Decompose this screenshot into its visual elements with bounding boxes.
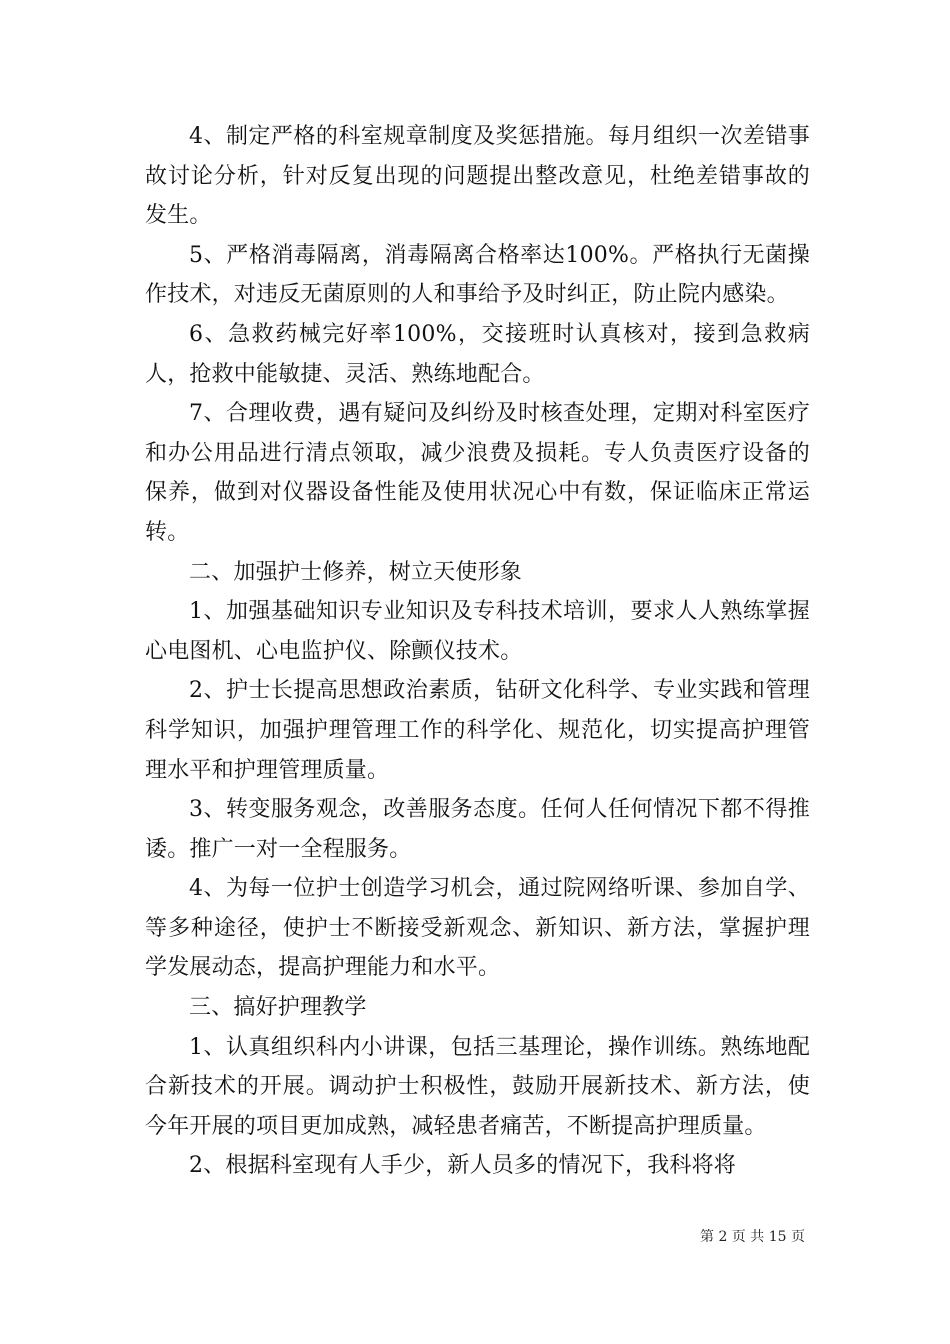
paragraph-section2-item-2: 2、护士长提高思想政治素质，钻研文化科学、专业实践和管理科学知识，加强护理管理工作的科学化、规范化，切实提高护理管理水平和护理管理质量。 <box>145 678 810 783</box>
section-heading-3: 三、搞好护理教学 <box>189 995 367 1021</box>
paragraph-section3-item-1: 1、认真组织科内小讲课，包括三基理论，操作训练。熟练地配合新技术的开展。调动护士积极性，鼓励开展新技术、新方法，使今年开展的项目更加成熟，减轻患者痛苦，不断提高护理质量。 <box>145 1034 810 1139</box>
section-heading-2: 二、加强护士修养，树立天使形象 <box>189 559 523 585</box>
paragraph-rule-4: 4、制定严格的科室规章制度及奖惩措施。每月组织一次差错事故讨论分析，针对反复出现的问题提出整改意见，杜绝差错事故的发生。 <box>145 124 810 229</box>
paragraph-rule-7: 7、合理收费，遇有疑问及纠纷及时核查处理，定期对科室医疗和办公用品进行清点领取，减少浪费及损耗。专人负责医疗设备的保养，做到对仪器设备性能及使用状况心中有数，保证临床正常运转。 <box>145 401 810 545</box>
paragraph-section2-item-4: 4、为每一位护士创造学习机会，通过院网络听课、参加自学、等多种途径，使护士不断接受新观念、新知识、新方法，掌握护理学发展动态，提高护理能力和水平。 <box>145 876 810 981</box>
page-number-footer: 第 2 页 共 15 页 <box>700 1229 805 1245</box>
paragraph-section2-item-1: 1、加强基础知识专业知识及专科技术培训，要求人人熟练掌握心电图机、心电监护仪、除颤仪技术。 <box>145 599 810 664</box>
paragraph-rule-5: 5、严格消毒隔离，消毒隔离合格率达100%。严格执行无菌操作技术，对违反无菌原则的人和事给予及时纠正，防止院内感染。 <box>145 242 810 308</box>
paragraph-section3-item-2: 2、根据科室现有人手少，新人员多的情况下，我科将将 <box>189 1153 736 1179</box>
paragraph-rule-6: 6、急救药械完好率100%，交接班时认真核对，接到急救病人，抢救中能敏捷、灵活、熟练地配合。 <box>145 321 810 387</box>
paragraph-section2-item-3: 3、转变服务观念，改善服务态度。任何人任何情况下都不得推诿。推广一对一全程服务。 <box>145 797 810 862</box>
document-body <box>145 117 810 1186</box>
